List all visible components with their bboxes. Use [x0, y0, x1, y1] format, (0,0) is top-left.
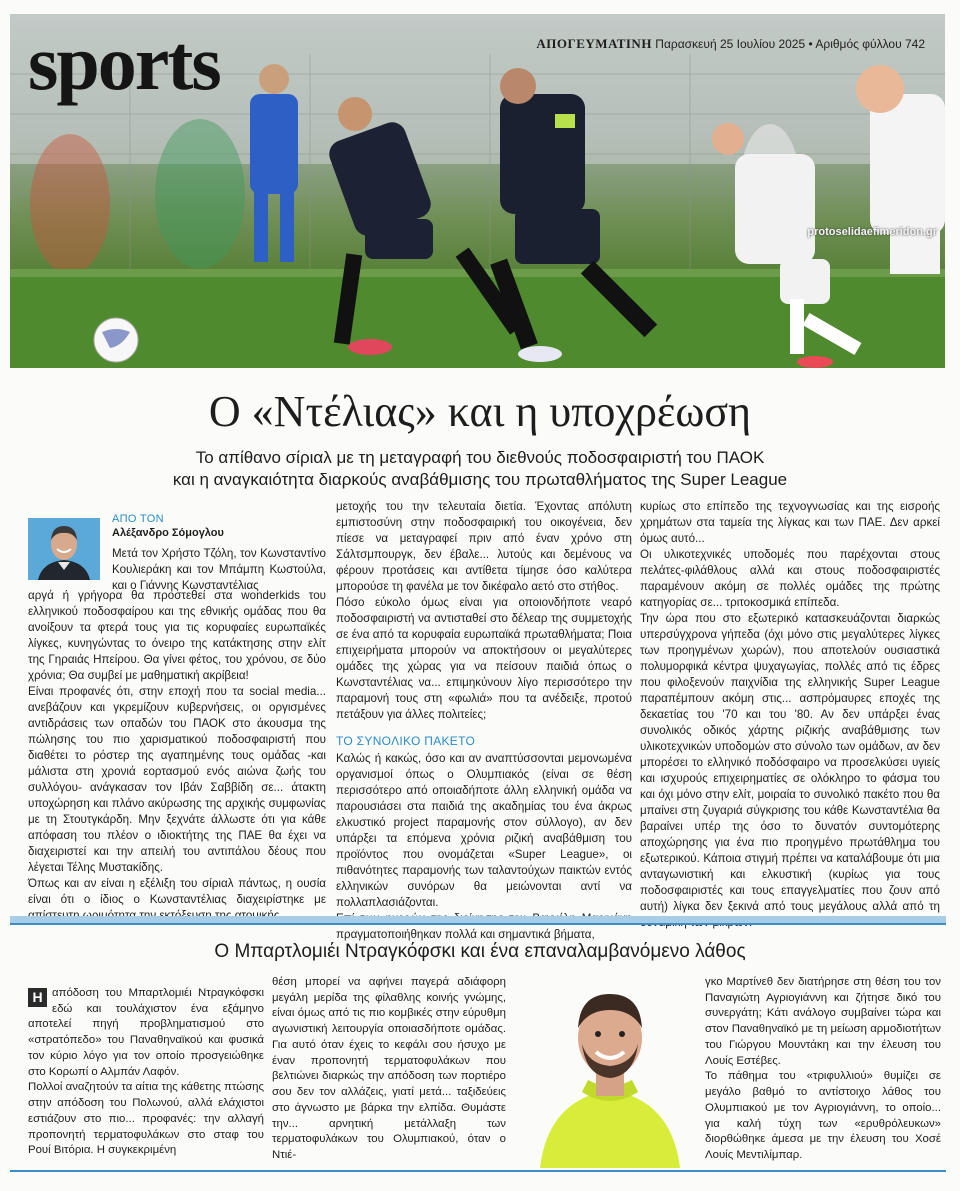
- article2-column-3: [705, 975, 941, 1164]
- col1-lead: Μετά τον Χρήστο Τζόλη, τον Κωνσταντίνο Κουλιεράκη και τον Μπάμπη Κωστούλα, και ο Γιάννης Κωνσταντέλιας: [112, 547, 326, 592]
- goalkeeper-illustration: [520, 980, 700, 1168]
- goalkeeper-photo: [520, 980, 700, 1168]
- author-label: ΑΠΟ ΤΟΝ: [112, 513, 164, 525]
- col2-paragraph-3: Καλώς ή κακώς, όσο και αν αναπτύσσονται μεμονωμένα οργανισμοί όπως ο Ολυμπιακός (είναι σε θέση περισσότερο από οποιαδήποτε άλλη ελληνική ομάδα να παρουσιάσει στα παιδιά της ακαδημίας του ένα άκρως ελκυστικό project παραμονής στον σύλλογο), αν δεν υπάρξει τα επόμενα χρόνια ριζική αναβάθμιση του προϊόντος που ονομάζεται «Super League», οι πιθανότητες παραμονής των ταλαντούχων παικτών εντός ελληνικών συνόρων θα μειώνονται αντί να πολλαπλασιάζονται.: [336, 752, 632, 910]
- col2-paragraph-2: Πόσο εύκολο όμως είναι για οποιονδήποτε νεαρό ποδοσφαιριστή να αντισταθεί στο δέλεαρ της συμμετοχής σε ένα από τα κορυφαία ευρωπαϊκά πρωταθλήματα; Ποια επιχειρήματα μπορούν να αποκτήσουν οι μεγαλύτερες ομάδες της χώρας για να πείσουν παιδιά όπως ο Κωνσταντέλιας να... επιμηκύνουν λίγο περισσότερο την παραμονή τους στη «φωλιά» που τα ανέδειξε, προτού πετάξουν για άλλες πολιτείες;: [336, 595, 632, 721]
- author-box: [28, 513, 326, 592]
- col3-paragraph-3: Την ώρα που στο εξωτερικό κατασκευάζονται διαρκώς υπερσύγχρονα γήπεδα (όχι μόνο στις μεγαλύτερες λίγκες των προηγμένων χωρών), που αποτελούν ουσιαστικά πολυμορφικά κέντρα ψυχαγωγίας, πολλές από τις έδρες που φιλοξενούν παιχνίδια της ελληνικής Super League παραπέμπουν ακόμη στις... ασπρόμαυρες εποχές της δεκαετίας του '70 και του '80. Αν δεν υπάρξει ένας συνολικός οδικός χάρτης ριζικής αναβάθμισης των υλικοτεχνικών υποδομών στο σύνολο των ομάδων, αν δεν μπορέσει το ελληνικό ποδόσφαιρο να προσελκύσει υγιείς και ισχυρούς επιχειρηματίες σε ολόκληρο το φάσμα του και όχι μόνο στην ελίτ, μοιραία το συνολικό πακέτο που θα μπαίνει στη ζυγαριά σύγκρισης του κάθε Κωνσταντέλια θα βαραίνει υπέρ της όσο το δυνατόν συντομότερης αποχώρησης για ένα πιο προηγμένο πρωτάθλημα του εξωτερικού. Κάποια στιγμή πρέπει να καταλάβουμε ότι μια ανταγωνιστική και ελκυστική (κυρίως για τους ποδοσφαιριστές και τους επαγγελματίες που ζουν από αυτή) λίγκα δεν ξεκινά από τους μεγάλους αλλά από τη: [640, 611, 940, 913]
- col3-paragraph-2: Οι υλικοτεχνικές υποδομές που παρέχονται στους πελάτες-φιλάθλους αλλά και στους ποδοσφαιριστές παραμένουν ακόμη σε πολλές ομάδες της πρώτης κατηγορίας σε... τριτοκοσμικά επίπεδα.: [640, 547, 940, 609]
- author-avatar-icon: [28, 518, 100, 580]
- subsection-heading: ΤΟ ΣΥΝΟΛΙΚΟ ΠΑΚΕΤΟ: [336, 733, 476, 748]
- article2-paragraph-4: γκο Μαρτίνεθ δεν διατήρησε στη θέση του τον Παναγιώτη Αγριογιάννη και ζήτησε δικό του συνεργάτη; Κάτι ανάλογο συμβαίνει τώρα και στον Παναθηναϊκό με τη μείωση αρμοδιοτήτων του Γιώργου Μουντάκη και την έλευση του Λουίς Εστέβες.: [705, 976, 941, 1067]
- article2-paragraph-2: Πολλοί αναζητούν τα αίτια της κάθετης πτώσης στην απόδοση του Πολωνού, αλλά ελάχιστοι εστιάζουν στο πιο... προφανές: την αλλαγή προπονητή τερματοφυλάκων στο σταφ του Ρουί Βιτόρια. Η συγκεκριμένη: [28, 1081, 264, 1157]
- paper-name: ΑΠΟΓΕΥΜΑΤΙΝΗ: [536, 36, 652, 51]
- article-column-1: [28, 513, 326, 924]
- article-column-3: [640, 499, 940, 931]
- col2-paragraph-1: μετοχής του την τελευταία διετία. Έχοντας απόλυτη εμπιστοσύνη στην ποδοσφαιρική του οικογένεια, δεν πίεσε να μεταγραφεί πριν από έναν χρόνο στη Σάλτσμπουργκ, δεν έβαλε... λυτούς και δεμένους να φέρουν προτάσεις και αντίθετα τίμησε όσο καλύτερα μπορούσε τη φανέλα με τον δικέφαλο αετό στο στήθος.: [336, 500, 632, 593]
- masthead: [536, 36, 925, 52]
- hero-photo: [10, 14, 945, 368]
- section-logo: sports: [28, 19, 220, 106]
- section-divider: [10, 916, 946, 923]
- col1-paragraph-1: αργά ή γρήγορα θα προστεθεί στα wonderkids του ελληνικού ποδοσφαίρου και της εθνικής ομάδας που θα ανοίξουν τα φτερά τους για τις κορυφαίες ευρωπαϊκές λίγκες, κυνηγώντας το όνειρο της κατάκτησης στην ελίτ της Γηραιάς Ηπείρου. Θα γίνει φέτος, του χρόνου, σε δύο χρόνια; Θα συμβεί με μαθηματική ακρίβεια!: [28, 589, 326, 682]
- col2-paragraph-4: πραγματοποιήθηκαν πολλά και σημαντικά βήματα,: [336, 928, 595, 942]
- watermark: protoselidaefimeridon.gr: [807, 226, 937, 238]
- article2-paragraph-3: θέση μπορεί να αφήνει παγερά αδιάφορη μεγάλη μερίδα της φίλαθλης κοινής γνώμης, είναι όμως από τις πιο κομβικές στην εύρυθμη αγωνιστική λειτουργία οποιασδήποτε ομάδας. Για αυτό όταν έχεις το κεφάλι σου ήσυχο με έναν προπονητή τερματοφυλάκων που βελτιώνει διαρκώς την απόδοση των πορτιέρο σου δεν τον αλλάζεις, γιατί μετά... ταξιδεύεις στο άγνωστο με βάρκα την ελπίδα. Θυμάστε την... αρνητική μετάλλαξη των τερματοφυλάκων του Ολυμπιακού, όταν ο Ντιέ-: [272, 976, 506, 1162]
- subhead-line-2: και η αναγκαιότητα διαρκούς αναβάθμισης του πρωταθλήματος της Super League: [172, 470, 788, 490]
- article2-column-1: [28, 986, 264, 1159]
- issue-date: Παρασκευή 25 Ιουλίου 2025 • Αριθμός φύλλου 742: [655, 37, 925, 51]
- col1-paragraph-3: Όπως και αν είναι η εξέλιξη του σίριαλ πάντως, η ουσία είναι ότι ο ίδιος ο Κωνσταντέλιας διαχειρίστηκε με: [28, 876, 326, 906]
- col1-paragraph-2: Είναι προφανές ότι, στην εποχή που τα social media... ανεβάζουν και γκρεμίζουν κυβερνήσεις, οι οργισμένες αντιδράσεις των οπαδών του ΠΑΟΚ στο άκουσμα της πώλησης του πιο χαρισματικού ποδοσφαιριστή που διαθέτει το ρόστερ της αγαπημένης τους ομάδας -και μάλιστα στη χρονιά εορτασμού ενός αιώνα ζωής του συλλόγου- ανάγκασαν τον Ιβάν Σαββίδη σε... άτακτη υποχώρηση και πλάνο ακύρωσης της αρχικής συμφωνίας με τη Στουτγκάρδη. Μην ξεχνάτε άλλωστε ότι για κάθε απόφαση του πλέον ο ιδιοκτήτης της ΠΑΕ θα έχει να διαχειριστεί και την απειλή του αντιπάλου δέους που λέγεται Τέλης Μυστακίδης.: [28, 684, 326, 874]
- article-column-2: [336, 499, 632, 943]
- article2-paragraph-1-text: απόδοση του Μπαρτλομιέι Ντραγκόφσκι εδώ και τουλάχιστον ένα εξάμηνο αποτελεί πηγή προβληματισμού στο «στρατόπεδο» του Παναθηναϊκού και φυσικά τον κύριο λόγο για τον οποίο προσγειώθηκε στο Κορωπί ο Αλμπάν Λαφόν.: [28, 987, 264, 1078]
- author-name: Αλέξανδρο Σόμογλου: [112, 527, 224, 539]
- article2-paragraph-1: [28, 986, 264, 1080]
- article2-column-2: [272, 975, 506, 1164]
- article2-headline: Ο Μπαρτλομιέι Ντραγκόφσκι και ένα επαναλαμβανόμενο λάθος: [214, 941, 746, 962]
- article2-paragraph-5: Το πάθημα του «τριφυλλιού» θυμίζει σε μεγάλο βαθμό το αντίστοιχο λάθος του Ολυμπιακού με τον Αγριογιάννη, το οποίο... για καλή τύχη των «ερυθρόλευκων» διορθώθηκε άμεσα με την έλευση του Χοσέ Λουίς Μεντιλίμπαρ.: [705, 1070, 941, 1162]
- author-photo: [28, 518, 100, 580]
- bottom-rule: [10, 1170, 946, 1172]
- dropcap: Η: [28, 988, 47, 1007]
- article-headline: Ο «Ντέλιας» και η υποχρέωση: [208, 387, 752, 436]
- article-subhead: [100, 447, 860, 491]
- section-divider-line: [10, 923, 946, 925]
- subhead-line-1: Το απίθανο σίριαλ με τη μεταγραφή του διεθνούς ποδοσφαιριστή του ΠΑΟΚ: [195, 448, 765, 467]
- col3-paragraph-1: κυρίως στο επίπεδο της τεχνογνωσίας και της εισροής χρημάτων στα ταμεία της λίγκας και των ΠΑΕ. Δεν αρκεί όμως αυτό...: [640, 500, 940, 545]
